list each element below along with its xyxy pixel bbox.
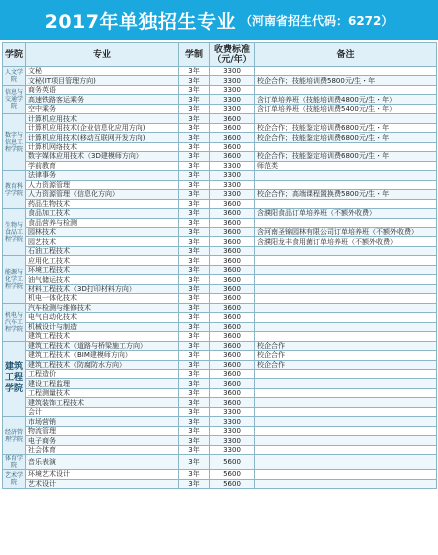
years-cell: 3年 [179, 171, 210, 180]
years-cell: 3年 [179, 332, 210, 341]
note-cell: 含河南圣锦园林有限公司订单培养班（不额外收费） [255, 227, 437, 236]
table-row [3, 479, 437, 488]
dept-cell: 体育学院 [3, 455, 26, 470]
years-cell: 3年 [179, 284, 210, 293]
table-row [3, 275, 437, 284]
fee-cell: 3300 [210, 190, 255, 199]
fee-cell: 3600 [210, 303, 255, 312]
table-row [3, 351, 437, 360]
major-cell: 应用化工技术 [26, 256, 179, 265]
note-cell [255, 398, 437, 407]
table-row [3, 407, 437, 416]
years-cell: 3年 [179, 426, 210, 435]
years-cell: 3年 [179, 455, 210, 470]
major-cell: 食品加工技术 [26, 209, 179, 218]
fee-cell: 3600 [210, 123, 255, 132]
note-cell [255, 426, 437, 435]
note-cell: 含订单培养班（技能培训费5400元/生・年） [255, 104, 437, 113]
table-row [3, 114, 437, 123]
fee-cell: 3600 [210, 209, 255, 218]
years-cell: 3年 [179, 85, 210, 94]
table-row [3, 436, 437, 445]
page-title: 2017年单独招生专业 [44, 10, 236, 33]
table-row [3, 313, 437, 322]
dept-cell: 数字与信息工程学院 [3, 114, 26, 171]
note-cell [255, 407, 437, 416]
years-cell: 3年 [179, 190, 210, 199]
years-cell: 3年 [179, 479, 210, 488]
years-cell: 3年 [179, 227, 210, 236]
fee-cell: 3300 [210, 445, 255, 454]
note-cell [255, 455, 437, 470]
major-cell: 汽车检测与维修技术 [26, 303, 179, 312]
note-cell: 校企合作；技能鉴定培训费6800元/生・年 [255, 133, 437, 142]
note-cell [255, 436, 437, 445]
dept-cell: 建筑工程学院 [3, 341, 26, 417]
fee-cell: 3600 [210, 284, 255, 293]
table-body [3, 67, 437, 489]
major-cell: 园艺技术 [26, 237, 179, 246]
fee-cell: 3600 [210, 199, 255, 208]
fee-cell: 3600 [210, 351, 255, 360]
dept-cell: 信息与交通学院 [3, 85, 26, 113]
note-cell: 含濮阳食品订单培养班（不额外收费） [255, 209, 437, 218]
note-cell [255, 470, 437, 479]
years-cell: 3年 [179, 388, 210, 397]
table-row [3, 246, 437, 255]
major-cell: 空中乘务 [26, 104, 179, 113]
dept-cell: 经济管理学院 [3, 417, 26, 455]
table-row [3, 341, 437, 350]
table-row [3, 360, 437, 369]
table-row [3, 104, 437, 113]
major-cell: 高速铁路客运乘务 [26, 95, 179, 104]
note-cell [255, 294, 437, 303]
years-cell: 3年 [179, 407, 210, 416]
major-cell: 机电一体化技术 [26, 294, 179, 303]
fee-cell: 3600 [210, 332, 255, 341]
years-cell: 3年 [179, 218, 210, 227]
note-cell [255, 265, 437, 274]
major-cell: 药品生物技术 [26, 199, 179, 208]
years-cell: 3年 [179, 265, 210, 274]
fee-cell: 3600 [210, 227, 255, 236]
table-row [3, 199, 437, 208]
table-row [3, 265, 437, 274]
major-cell: 材料工程技术（3D打印材料方向） [26, 284, 179, 293]
fee-cell: 3600 [210, 360, 255, 369]
table-row [3, 303, 437, 312]
fee-cell: 3300 [210, 426, 255, 435]
major-cell: 电气自动化技术 [26, 313, 179, 322]
note-cell: 校企合作；高端课程置换费5800元/生・年 [255, 190, 437, 199]
dept-cell: 教育科学学院 [3, 171, 26, 209]
fee-cell: 3300 [210, 436, 255, 445]
dept-cell: 人文学院 [3, 67, 26, 86]
note-cell [255, 370, 437, 379]
table-row [3, 227, 437, 236]
fee-cell: 3300 [210, 104, 255, 113]
years-cell: 3年 [179, 294, 210, 303]
years-cell: 3年 [179, 436, 210, 445]
years-cell: 3年 [179, 351, 210, 360]
major-cell: 建筑工程技术（防腐防水方向） [26, 360, 179, 369]
table-row [3, 445, 437, 454]
table-row [3, 237, 437, 246]
table-row [3, 123, 437, 132]
note-cell [255, 445, 437, 454]
major-cell: 环境工程技术 [26, 265, 179, 274]
note-cell [255, 218, 437, 227]
major-cell: 人力资源管理 [26, 180, 179, 189]
table-row [3, 142, 437, 151]
years-cell: 3年 [179, 360, 210, 369]
note-cell [255, 379, 437, 388]
years-cell: 3年 [179, 104, 210, 113]
table-row [3, 85, 437, 94]
fee-cell: 3600 [210, 133, 255, 142]
fee-cell: 3600 [210, 322, 255, 331]
years-cell: 3年 [179, 152, 210, 161]
major-cell: 学前教育 [26, 161, 179, 170]
years-cell: 3年 [179, 95, 210, 104]
fee-cell: 3600 [210, 379, 255, 388]
major-cell: 食品营养与检测 [26, 218, 179, 227]
years-cell: 3年 [179, 142, 210, 151]
years-cell: 3年 [179, 370, 210, 379]
note-cell [255, 303, 437, 312]
table-row [3, 67, 437, 76]
fee-cell: 3600 [210, 152, 255, 161]
years-cell: 3年 [179, 313, 210, 322]
major-cell: 会计 [26, 407, 179, 416]
fee-cell: 3300 [210, 417, 255, 426]
note-cell [255, 85, 437, 94]
table-row [3, 256, 437, 265]
major-cell: 石油工程技术 [26, 246, 179, 255]
fee-cell: 3600 [210, 388, 255, 397]
note-cell [255, 417, 437, 426]
header-major: 专业 [26, 43, 179, 67]
note-cell [255, 284, 437, 293]
fee-cell: 3600 [210, 114, 255, 123]
table-row [3, 398, 437, 407]
major-cell: 物流管理 [26, 426, 179, 435]
fee-cell: 3600 [210, 237, 255, 246]
major-cell: 环境艺术设计 [26, 470, 179, 479]
years-cell: 3年 [179, 275, 210, 284]
dept-cell: 生物与食品工程学院 [3, 209, 26, 256]
table-row [3, 218, 437, 227]
table-row [3, 426, 437, 435]
years-cell: 3年 [179, 180, 210, 189]
fee-cell: 5600 [210, 479, 255, 488]
years-cell: 3年 [179, 161, 210, 170]
years-cell: 3年 [179, 322, 210, 331]
major-cell: 人力资源管理（信息化方向） [26, 190, 179, 199]
majors-table [2, 42, 437, 489]
table-row [3, 417, 437, 426]
note-cell [255, 313, 437, 322]
fee-cell: 3600 [210, 275, 255, 284]
table-row [3, 284, 437, 293]
fee-cell: 5600 [210, 455, 255, 470]
note-cell: 校企合作 [255, 360, 437, 369]
years-cell: 3年 [179, 379, 210, 388]
note-cell [255, 322, 437, 331]
note-cell [255, 275, 437, 284]
major-cell: 建筑工程技术 [26, 332, 179, 341]
fee-cell: 3300 [210, 85, 255, 94]
years-cell: 3年 [179, 445, 210, 454]
major-cell: 建筑装饰工程技术 [26, 398, 179, 407]
table-row [3, 76, 437, 85]
fee-cell: 3300 [210, 180, 255, 189]
major-cell: 艺术设计 [26, 479, 179, 488]
note-cell: 校企合作 [255, 341, 437, 350]
note-cell: 校企合作；技能培训费5800元/生・年 [255, 76, 437, 85]
dept-cell: 能源与化学工程学院 [3, 256, 26, 303]
admission-code: （河南省招生代码：6272） [239, 13, 394, 28]
major-cell: 文秘(IT项目管理方向) [26, 76, 179, 85]
fee-cell: 3300 [210, 95, 255, 104]
table-row [3, 294, 437, 303]
fee-cell: 3600 [210, 313, 255, 322]
table-row [3, 470, 437, 479]
major-cell: 计算机应用技术 [26, 114, 179, 123]
years-cell: 3年 [179, 133, 210, 142]
table-row [3, 379, 437, 388]
note-cell [255, 67, 437, 76]
fee-cell: 3600 [210, 142, 255, 151]
years-cell: 3年 [179, 76, 210, 85]
major-cell: 市场营销 [26, 417, 179, 426]
years-cell: 3年 [179, 199, 210, 208]
major-cell: 计算机网络技术 [26, 142, 179, 151]
note-cell [255, 199, 437, 208]
note-cell: 师范类 [255, 161, 437, 170]
note-cell [255, 479, 437, 488]
fee-cell: 3600 [210, 341, 255, 350]
table-row [3, 161, 437, 170]
note-cell [255, 332, 437, 341]
years-cell: 3年 [179, 470, 210, 479]
years-cell: 3年 [179, 398, 210, 407]
years-cell: 3年 [179, 417, 210, 426]
table-row [3, 95, 437, 104]
table-row [3, 455, 437, 470]
major-cell: 社会体育 [26, 445, 179, 454]
title-banner [0, 0, 438, 40]
note-cell [255, 142, 437, 151]
note-cell [255, 246, 437, 255]
table-row [3, 152, 437, 161]
note-cell: 含订单培养班（技能培训费4800元/生・年） [255, 95, 437, 104]
note-cell [255, 180, 437, 189]
major-cell: 园林技术 [26, 227, 179, 236]
major-cell: 商务英语 [26, 85, 179, 94]
major-cell: 工程造价 [26, 370, 179, 379]
major-cell: 数字媒体应用技术（3D建模师方向） [26, 152, 179, 161]
header-note: 备注 [255, 43, 437, 67]
note-cell: 含濮阳龙丰食用菌订单培养班（不额外收费） [255, 237, 437, 246]
major-cell: 建筑工程技术（道路与桥梁施工方向） [26, 341, 179, 350]
fee-cell: 3300 [210, 171, 255, 180]
major-cell: 油气储运技术 [26, 275, 179, 284]
dept-cell: 艺术学院 [3, 470, 26, 489]
note-cell: 校企合作；技能鉴定培训费6800元/生・年 [255, 123, 437, 132]
table-row [3, 370, 437, 379]
table-row [3, 388, 437, 397]
table-row [3, 180, 437, 189]
header-years: 学制 [179, 43, 210, 67]
major-cell: 文秘 [26, 67, 179, 76]
fee-cell: 3600 [210, 218, 255, 227]
major-cell: 机械设计与制造 [26, 322, 179, 331]
fee-cell: 3300 [210, 407, 255, 416]
table-row [3, 209, 437, 218]
fee-cell: 3600 [210, 246, 255, 255]
fee-cell: 3300 [210, 161, 255, 170]
note-cell [255, 114, 437, 123]
major-cell: 电子商务 [26, 436, 179, 445]
table-row [3, 322, 437, 331]
table-row [3, 171, 437, 180]
fee-cell: 3600 [210, 256, 255, 265]
table-row [3, 332, 437, 341]
years-cell: 3年 [179, 114, 210, 123]
years-cell: 3年 [179, 237, 210, 246]
note-cell: 校企合作 [255, 351, 437, 360]
years-cell: 3年 [179, 256, 210, 265]
fee-cell: 3600 [210, 265, 255, 274]
major-cell: 工程测量技术 [26, 388, 179, 397]
major-cell: 计算机应用技术(移动互联网开发方向) [26, 133, 179, 142]
major-cell: 建筑工程技术（BIM建模师方向） [26, 351, 179, 360]
note-cell: 校企合作；技能鉴定培训费6800元/生・年 [255, 152, 437, 161]
note-cell [255, 256, 437, 265]
header-fee: 收费标准（元/年） [210, 43, 255, 67]
table-header-row [3, 43, 437, 67]
years-cell: 3年 [179, 209, 210, 218]
years-cell: 3年 [179, 341, 210, 350]
table-row [3, 190, 437, 199]
fee-cell: 3600 [210, 370, 255, 379]
major-cell: 建设工程监理 [26, 379, 179, 388]
fee-cell: 5600 [210, 470, 255, 479]
years-cell: 3年 [179, 67, 210, 76]
fee-cell: 3600 [210, 294, 255, 303]
major-cell: 法律事务 [26, 171, 179, 180]
header-dept: 学院 [3, 43, 26, 67]
years-cell: 3年 [179, 246, 210, 255]
years-cell: 3年 [179, 123, 210, 132]
note-cell [255, 388, 437, 397]
major-cell: 计算机应用技术(企业信息化应用方向) [26, 123, 179, 132]
fee-cell: 3300 [210, 67, 255, 76]
table-row [3, 133, 437, 142]
fee-cell: 3600 [210, 398, 255, 407]
dept-cell: 机电与汽车工程学院 [3, 303, 26, 341]
fee-cell: 3300 [210, 76, 255, 85]
major-cell: 音乐表演 [26, 455, 179, 470]
note-cell [255, 171, 437, 180]
years-cell: 3年 [179, 303, 210, 312]
